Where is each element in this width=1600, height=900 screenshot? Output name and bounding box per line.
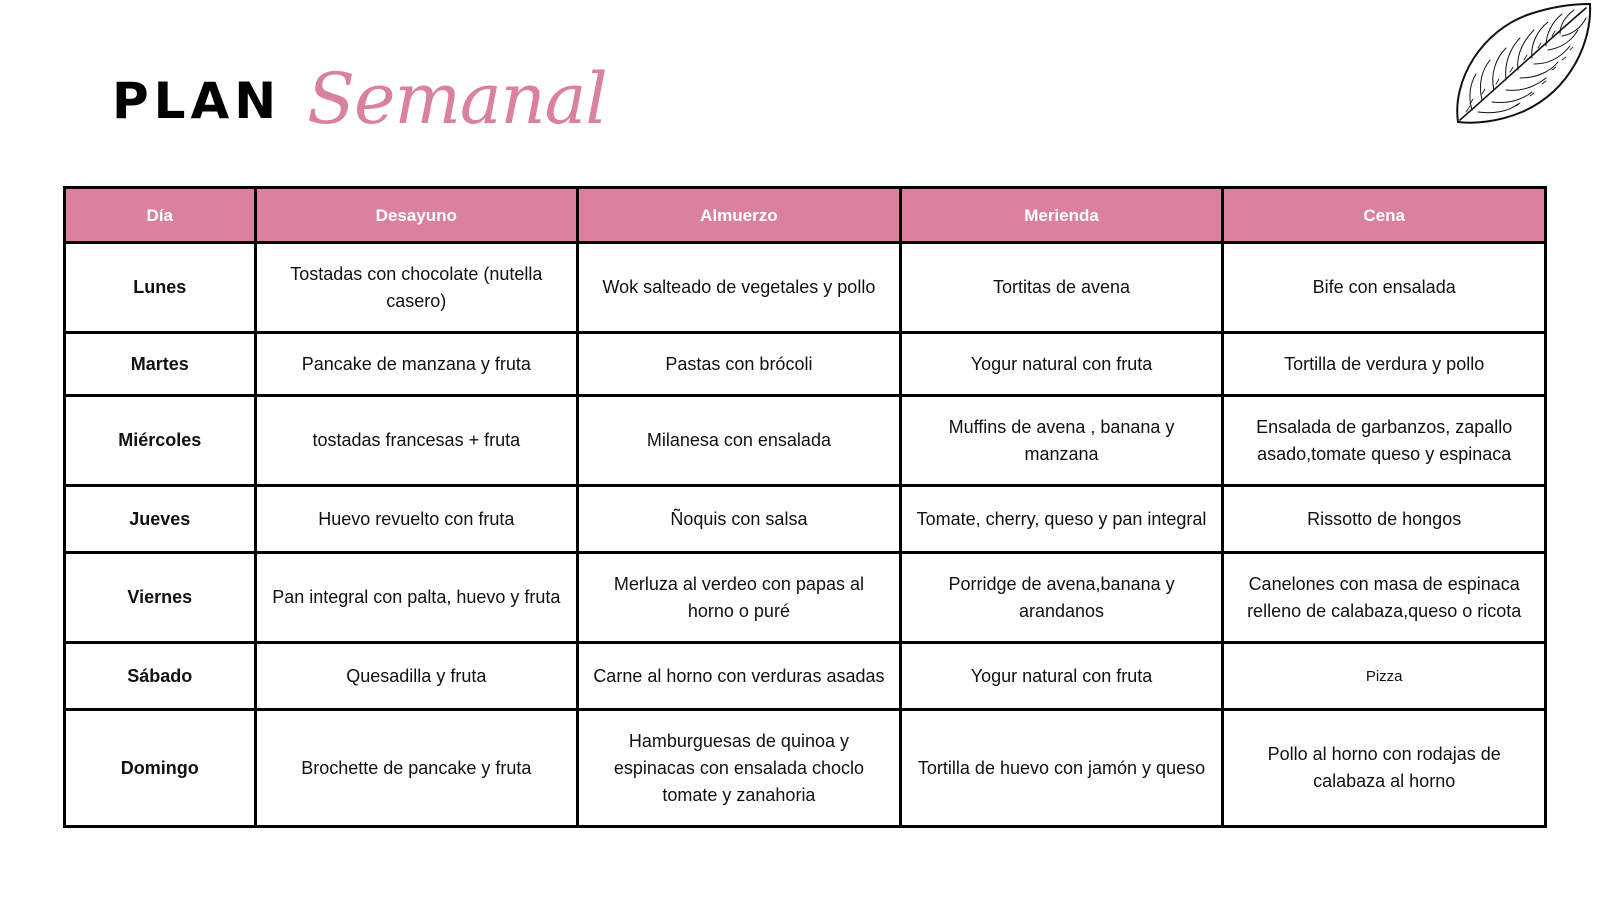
day-cell: Domingo: [65, 710, 256, 827]
cena-cell: Canelones con masa de espinaca relleno de calabaza,queso o ricota: [1223, 553, 1546, 643]
table-row: [65, 486, 1546, 553]
desayuno-cell: Tostadas con chocolate (nutella casero): [255, 243, 578, 333]
cena-cell: Pollo al horno con rodajas de calabaza al horno: [1223, 710, 1546, 827]
header-desayuno: Desayuno: [255, 188, 578, 243]
title-semanal-word: Semanal: [307, 58, 607, 140]
desayuno-cell: Pancake de manzana y fruta: [255, 333, 578, 396]
header-cena: Cena: [1223, 188, 1546, 243]
desayuno-cell: Huevo revuelto con fruta: [255, 486, 578, 553]
meal-plan-table: [63, 186, 1547, 828]
almuerzo-cell: Pastas con brócoli: [578, 333, 901, 396]
day-cell: Sábado: [65, 643, 256, 710]
merienda-cell: Tortilla de huevo con jamón y queso: [900, 710, 1223, 827]
cena-cell: Bife con ensalada: [1223, 243, 1546, 333]
leaf-icon: [1452, 0, 1592, 130]
merienda-cell: Tortitas de avena: [900, 243, 1223, 333]
day-cell: Martes: [65, 333, 256, 396]
merienda-cell: Yogur natural con fruta: [900, 333, 1223, 396]
desayuno-cell: Pan integral con palta, huevo y fruta: [255, 553, 578, 643]
cena-cell: Rissotto de hongos: [1223, 486, 1546, 553]
cena-cell: Ensalada de garbanzos, zapallo asado,tomate queso y espinaca: [1223, 396, 1546, 486]
merienda-cell: Yogur natural con fruta: [900, 643, 1223, 710]
merienda-cell: Muffins de avena , banana y manzana: [900, 396, 1223, 486]
cena-cell: Tortilla de verdura y pollo: [1223, 333, 1546, 396]
table-row: [65, 553, 1546, 643]
table-header-row: [65, 188, 1546, 243]
almuerzo-cell: Wok salteado de vegetales y pollo: [578, 243, 901, 333]
page-title: [112, 58, 607, 148]
day-cell: Jueves: [65, 486, 256, 553]
desayuno-cell: Brochette de pancake y fruta: [255, 710, 578, 827]
almuerzo-cell: Ñoquis con salsa: [578, 486, 901, 553]
header-merienda: Merienda: [900, 188, 1223, 243]
table-row: [65, 710, 1546, 827]
table-row: [65, 396, 1546, 486]
header-dia: Día: [65, 188, 256, 243]
cena-cell: Pizza: [1223, 643, 1546, 710]
almuerzo-cell: Hamburguesas de quinoa y espinacas con ensalada choclo tomate y zanahoria: [578, 710, 901, 827]
day-cell: Miércoles: [65, 396, 256, 486]
almuerzo-cell: Carne al horno con verduras asadas: [578, 643, 901, 710]
day-cell: Lunes: [65, 243, 256, 333]
almuerzo-cell: Merluza al verdeo con papas al horno o puré: [578, 553, 901, 643]
table-row: [65, 643, 1546, 710]
day-cell: Viernes: [65, 553, 256, 643]
table-row: [65, 243, 1546, 333]
desayuno-cell: tostadas francesas + fruta: [255, 396, 578, 486]
merienda-cell: Tomate, cherry, queso y pan integral: [900, 486, 1223, 553]
table-row: [65, 333, 1546, 396]
almuerzo-cell: Milanesa con ensalada: [578, 396, 901, 486]
header-almuerzo: Almuerzo: [578, 188, 901, 243]
title-plan-word: PLAN: [112, 72, 282, 130]
merienda-cell: Porridge de avena,banana y arandanos: [900, 553, 1223, 643]
desayuno-cell: Quesadilla y fruta: [255, 643, 578, 710]
